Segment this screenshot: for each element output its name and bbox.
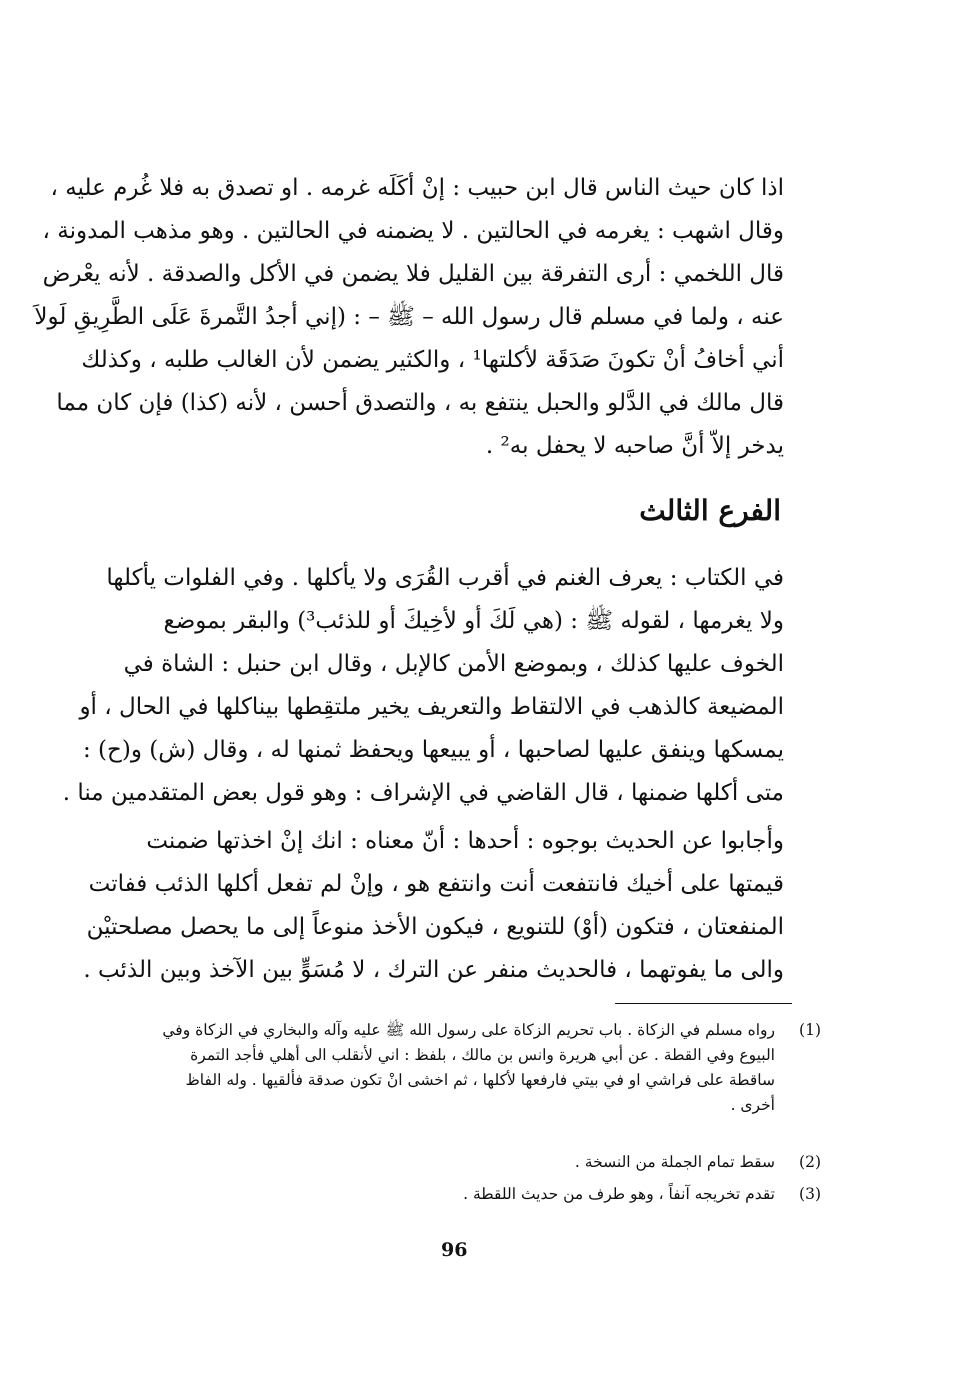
footnote-2 — [121, 1150, 821, 1175]
section-heading: الفرع الثالث — [639, 494, 781, 527]
footnote-line: أخرى . — [730, 1096, 775, 1114]
text-line: قال اللخمي : أرى التفرقة بين القليل فلا يضمن في الأكل والصدقة . لأنه يعْرض — [42, 261, 784, 287]
page-number: 96 — [441, 1239, 468, 1261]
footnote-3 — [121, 1182, 821, 1207]
text-line: وأجابوا عن الحديث بوجوه : أحدها : أنّ معناه : انك إنْ اخذتها ضمنت — [146, 828, 784, 854]
text-line: قال مالك في الدَّلو والحبل ينتفع به ، والتصدق أحسن ، لأنه (كذا) فإن كان مما — [56, 390, 784, 416]
text-line: يدخر إلاّ أنَّ صاحبه لا يحفل به² . — [485, 433, 784, 459]
text-line: عنه ، ولما في مسلم قال رسول الله – ﷺ – : (إني أجدُ التَّمرةَ عَلَى الطَّرِيقِ لَولاَ — [34, 304, 784, 330]
text-line: يمسكها وينفق عليها لصاحبها ، أو يبيعها ويحفظ ثمنها له ، وقال (ش) و(ح) : — [83, 737, 784, 763]
footnote-line: تقدم تخريجه آنفاً ، وهو طرف من حديث اللقطة . — [463, 1185, 775, 1203]
text-line: أني أخافُ أنْ تكونَ صَدَقَة لأكلتها¹ ، والكثير يضمن لأن الغالب طلبه ، وكذلك — [81, 347, 784, 373]
footnote-line: البيوع وفي القطة . عن أبي هريرة وانس بن مالك ، بلفظ : اني لأنقلب الى أهلي فأجد التمرة — [190, 1046, 775, 1064]
footnote-number: (3) — [799, 1185, 821, 1203]
text-line: متى أكلها ضمنها ، قال القاضي في الإشراف : وهو قول بعض المتقدمين منا . — [62, 780, 784, 806]
footnote-number: (1) — [799, 1021, 821, 1039]
text-line: والى ما يفوتهما ، فالحديث منفر عن الترك ، لا مُسَوٍّ بين الآخذ وبين الذئب . — [83, 957, 784, 983]
text-line: قيمتها على أخيك فانتفعت أنت وانتفع هو ، وإنْ لم تفعل أكلها الذئب ففاتت — [88, 871, 784, 897]
paragraph-3 — [83, 820, 784, 992]
text-line: وقال اشهب : يغرمه في الحالتين . لا يضمنه في الحالتين . وهو مذهب المدونة ، — [42, 218, 784, 244]
footnote-line: سقط تمام الجملة من النسخة . — [574, 1153, 775, 1171]
footnote-line: ساقطة على فراشي او في بيتي فارفعها لأكلها ، ثم اخشى انْ تكون صدقة فألقيها . وله الفاظ — [185, 1071, 775, 1089]
text-line: ولا يغرمها ، لقوله ﷺ : (هي لَكَ أو لأخِيكَ أو للذئب³) والبقر بموضع — [163, 608, 784, 634]
footnote-separator — [615, 1003, 792, 1004]
footnote-line: رواه مسلم في الزكاة . باب تحريم الزكاة على رسول الله ﷺ عليه وآله والبخاري في الزكاة وفي — [162, 1021, 775, 1039]
text-line: الخوف عليها كذلك ، وبموضع الأمن كالإبل ، وقال ابن حنبل : الشاة في — [123, 651, 784, 677]
footnote-number: (2) — [799, 1153, 821, 1171]
footnote-1 — [121, 1018, 821, 1118]
text-line: اذا كان حيث الناس قال ابن حبيب : إنْ أكَلَه غرمه . او تصدق به فلا غُرم عليه ، — [50, 175, 784, 201]
text-line: في الكتاب : يعرف الغنم في أقرب القُرَى ولا يأكلها . وفي الفلوات يأكلها — [106, 565, 784, 591]
paragraph-2 — [62, 557, 784, 815]
paragraph-1 — [34, 167, 784, 468]
text-line: المنفعتان ، فتكون (أوْ) للتنويع ، فيكون الأخذ منوعاً إلى ما يحصل مصلحتيْن — [86, 914, 784, 940]
text-line: المضيعة كالذهب في الالتقاط والتعريف يخير ملتقِطها بيناكلها في الحال ، أو — [79, 694, 784, 720]
